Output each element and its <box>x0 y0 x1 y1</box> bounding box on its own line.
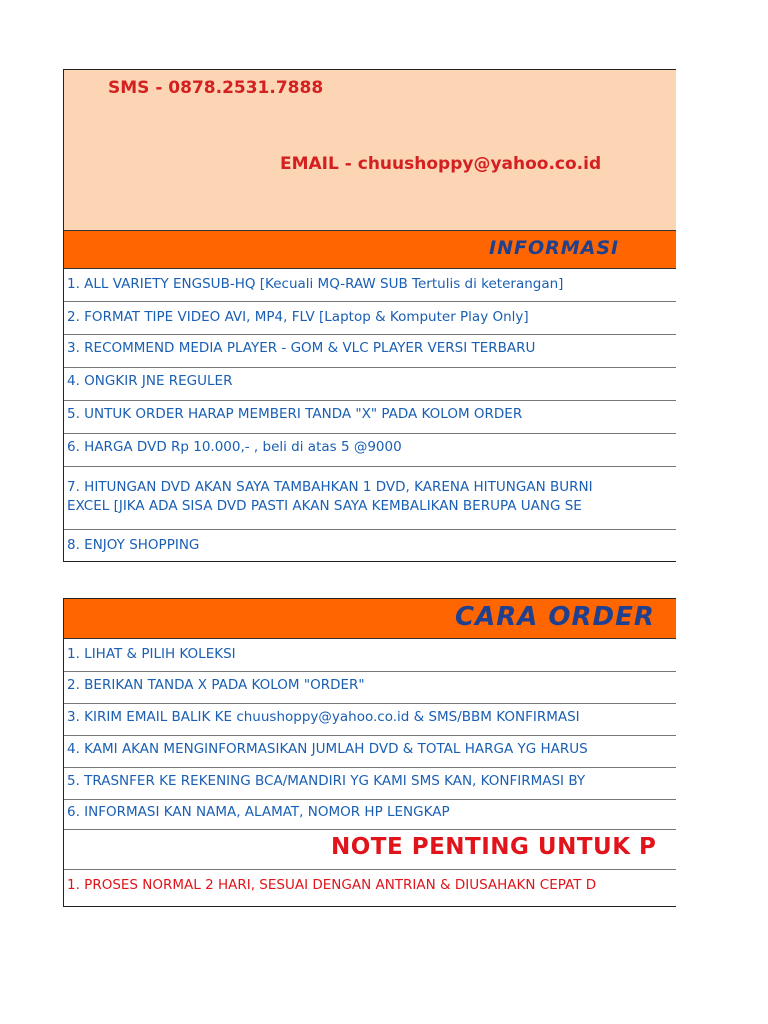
order-step-6: 6. INFORMASI KAN NAMA, ALAMAT, NOMOR HP LENGKAP <box>67 804 450 820</box>
info-item-7-line-1: 7. HITUNGAN DVD AKAN SAYA TAMBAHKAN 1 DVD, KARENA HITUNGAN BURNI <box>67 479 593 495</box>
info-sheet <box>63 69 676 562</box>
email-contact: EMAIL - chuushoppy@yahoo.co.id <box>280 154 602 174</box>
info-item-2: 2. FORMAT TIPE VIDEO AVI, MP4, FLV [Laptop & Komputer Play Only] <box>67 309 529 325</box>
order-row <box>64 639 676 672</box>
info-item-6: 6. HARGA DVD Rp 10.000,- , beli di atas 5 @9000 <box>67 439 402 455</box>
informasi-header <box>64 230 676 269</box>
cara-order-header <box>64 599 676 639</box>
order-row <box>64 800 676 830</box>
order-sheet <box>63 598 676 907</box>
info-row <box>64 368 676 401</box>
order-step-1: 1. LIHAT & PILIH KOLEKSI <box>67 646 236 662</box>
info-row <box>64 269 676 302</box>
sms-contact: SMS - 0878.2531.7888 <box>108 78 324 98</box>
note-title: NOTE PENTING UNTUK P <box>331 834 657 860</box>
info-row <box>64 335 676 368</box>
order-step-2: 2. BERIKAN TANDA X PADA KOLOM "ORDER" <box>67 677 365 693</box>
contact-block <box>64 70 676 230</box>
info-item-8: 8. ENJOY SHOPPING <box>67 537 200 553</box>
info-row <box>64 467 676 530</box>
info-item-7-line-2: EXCEL [JIKA ADA SISA DVD PASTI AKAN SAYA KEMBALIKAN BERUPA UANG SE <box>67 498 582 514</box>
note-header <box>64 830 676 870</box>
order-row <box>64 704 676 736</box>
order-step-5: 5. TRASNFER KE REKENING BCA/MANDIRI YG KAMI SMS KAN, KONFIRMASI BY <box>67 773 586 789</box>
note-item-1: 1. PROSES NORMAL 2 HARI, SESUAI DENGAN ANTRIAN & DIUSAHAKN CEPAT D <box>67 877 597 893</box>
info-item-3: 3. RECOMMEND MEDIA PLAYER - GOM & VLC PLAYER VERSI TERBARU <box>67 340 536 356</box>
info-row <box>64 434 676 467</box>
info-item-5: 5. UNTUK ORDER HARAP MEMBERI TANDA "X" PADA KOLOM ORDER <box>67 406 523 422</box>
order-row <box>64 672 676 704</box>
order-row <box>64 736 676 768</box>
info-item-4: 4. ONGKIR JNE REGULER <box>67 373 233 389</box>
cara-order-title: CARA ORDER <box>455 602 655 632</box>
order-step-3: 3. KIRIM EMAIL BALIK KE chuushoppy@yahoo.co.id & SMS/BBM KONFIRMASI <box>67 709 580 725</box>
order-row <box>64 768 676 800</box>
info-item-1: 1. ALL VARIETY ENGSUB-HQ [Kecuali MQ-RAW SUB Tertulis di keterangan] <box>67 276 564 292</box>
informasi-title: INFORMASI <box>489 237 620 259</box>
info-row <box>64 530 676 562</box>
order-step-4: 4. KAMI AKAN MENGINFORMASIKAN JUMLAH DVD & TOTAL HARGA YG HARUS <box>67 741 588 757</box>
info-row <box>64 302 676 335</box>
note-row <box>64 870 676 907</box>
info-row <box>64 401 676 434</box>
